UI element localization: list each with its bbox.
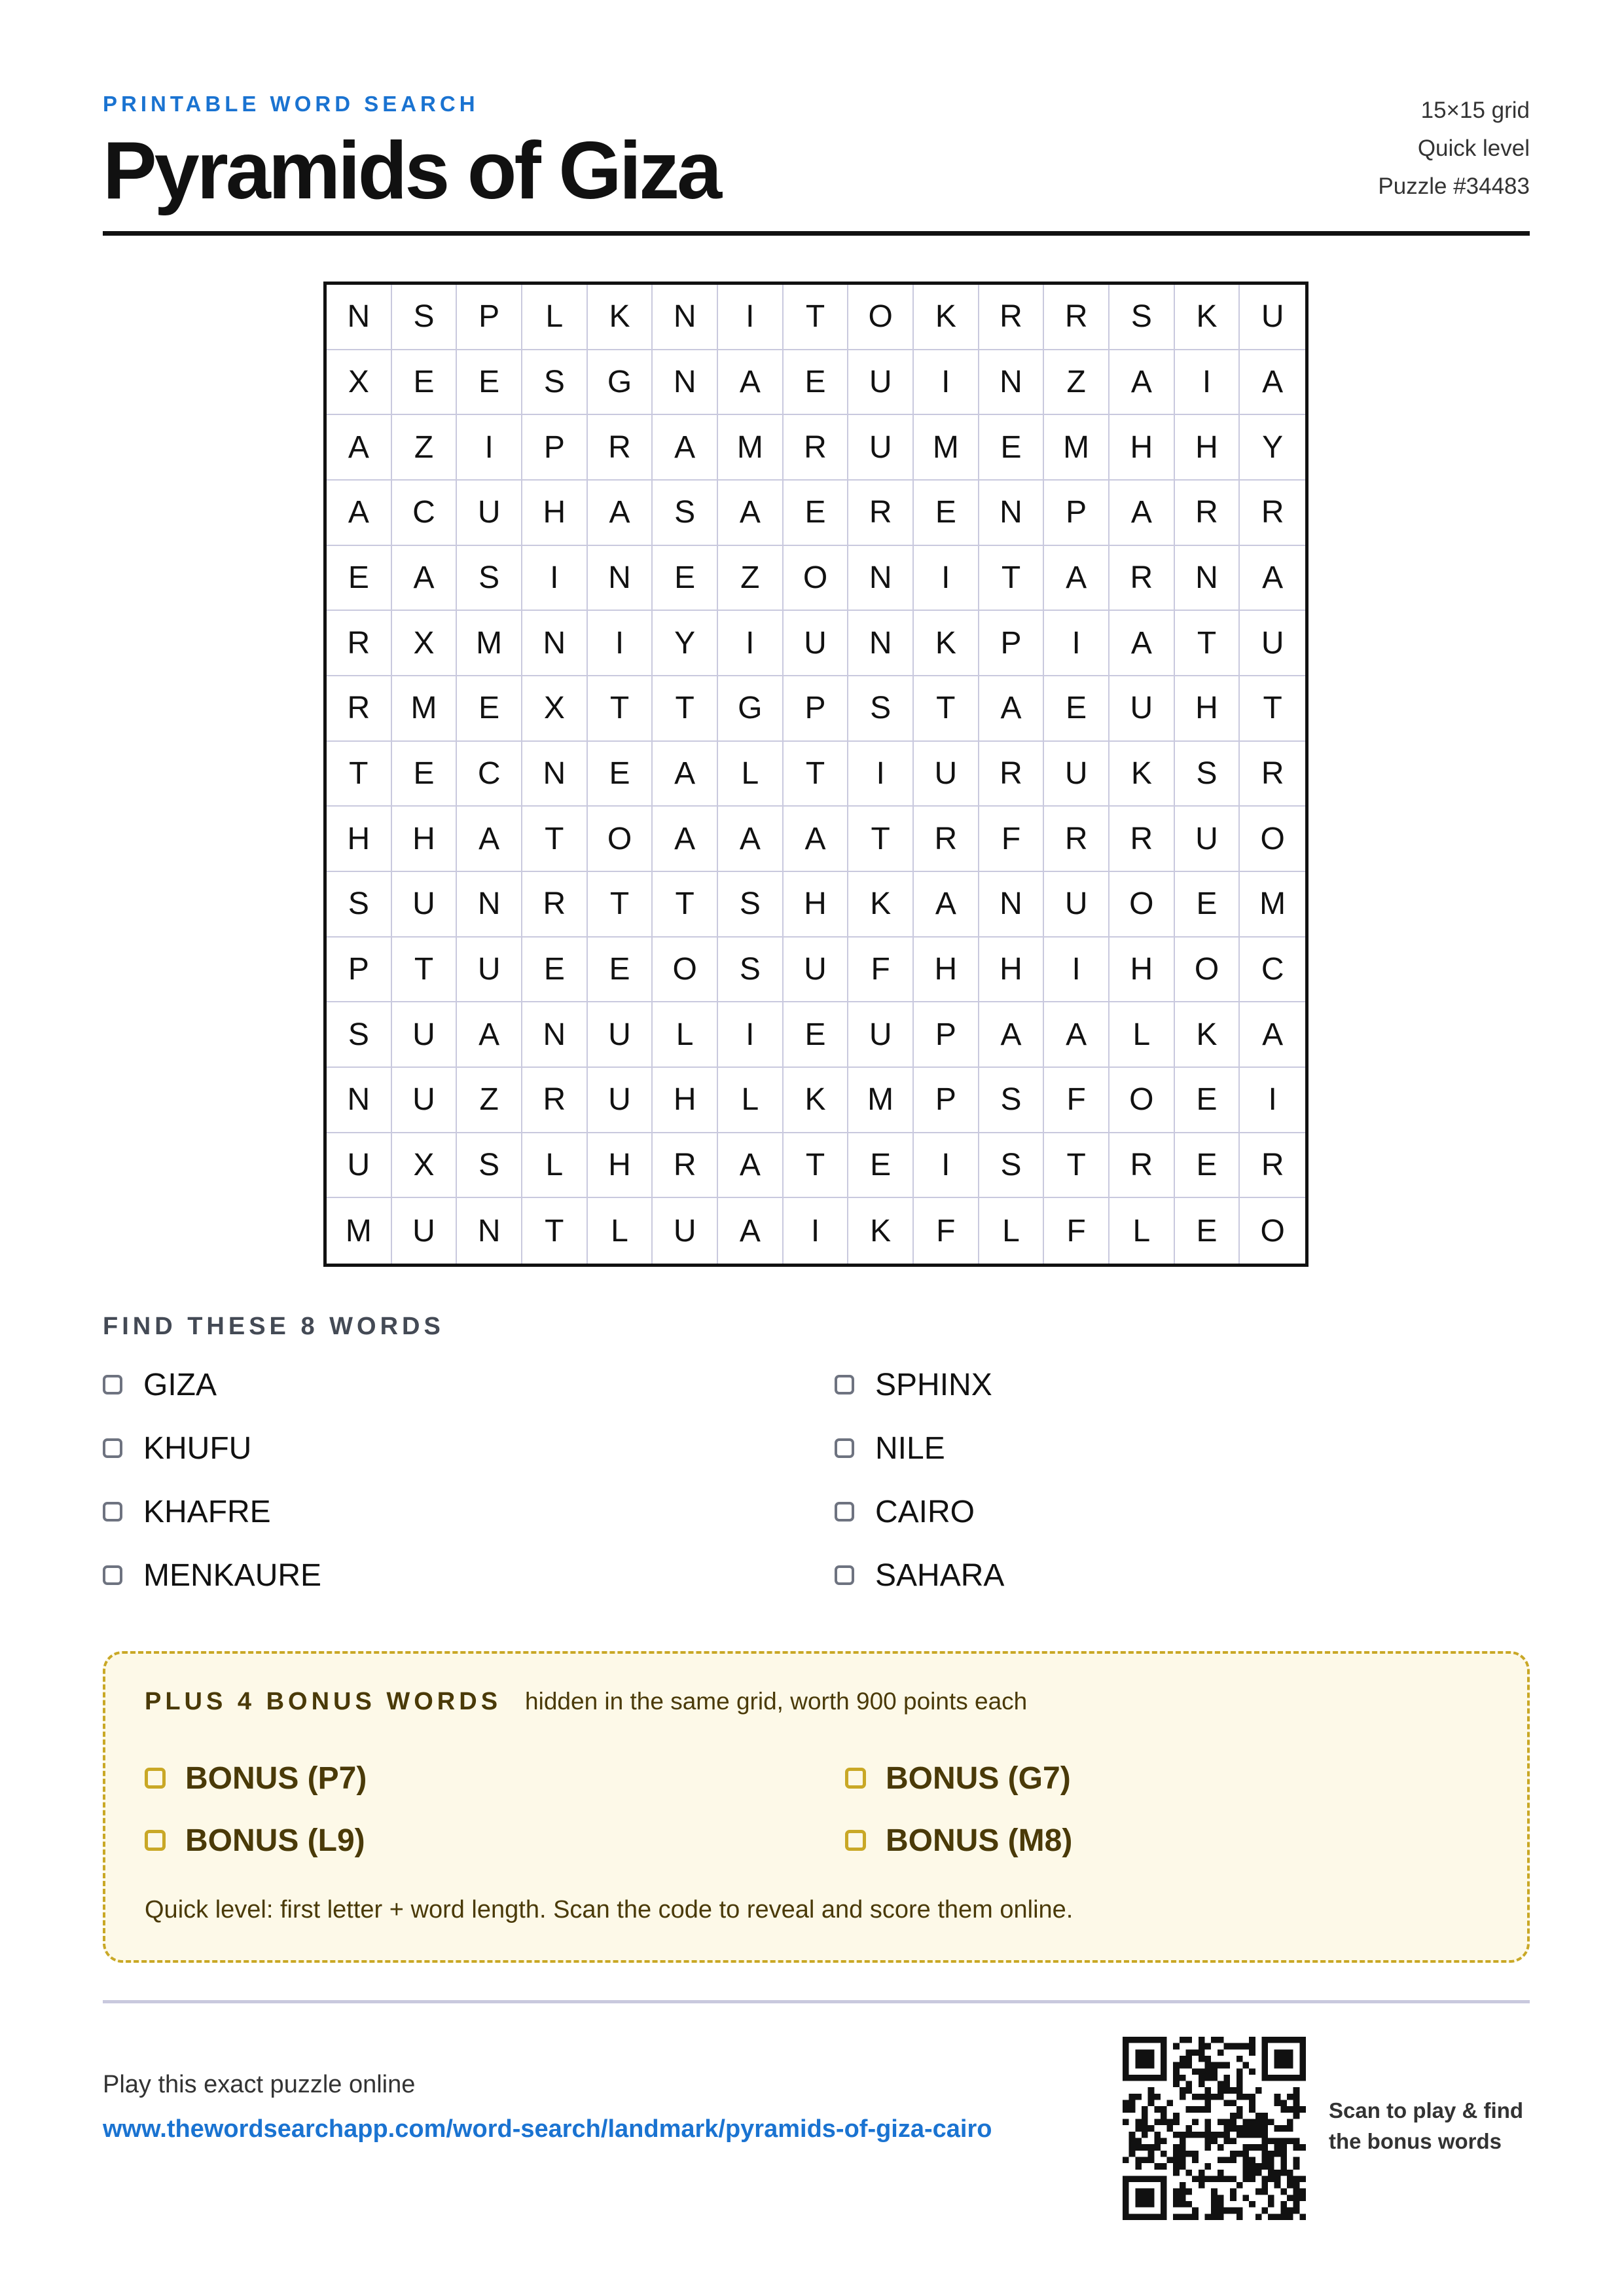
word-item[interactable] (103, 1429, 251, 1468)
grid-cell[interactable]: T (522, 1198, 588, 1264)
grid-cell[interactable]: C (392, 481, 458, 546)
grid-cell[interactable]: T (522, 807, 588, 872)
grid-cell[interactable]: X (392, 1133, 458, 1199)
grid-cell[interactable]: A (718, 1198, 784, 1264)
grid-cell[interactable]: I (718, 285, 784, 350)
grid-cell[interactable]: P (914, 1002, 979, 1068)
grid-cell[interactable]: K (914, 611, 979, 676)
grid-cell[interactable]: R (1110, 546, 1175, 611)
grid-cell[interactable]: N (327, 285, 392, 350)
grid-cell[interactable]: U (784, 611, 849, 676)
grid-cell[interactable]: T (914, 676, 979, 742)
bonus-panel (103, 1651, 1530, 1963)
grid-cell[interactable]: O (1240, 807, 1305, 872)
grid-cell[interactable]: T (392, 938, 458, 1003)
header-divider (103, 231, 1530, 236)
grid-cell[interactable]: E (784, 1002, 849, 1068)
grid-cell[interactable]: R (327, 611, 392, 676)
grid-cell[interactable]: I (718, 611, 784, 676)
grid-cell[interactable]: A (1240, 1002, 1305, 1068)
grid-cell[interactable]: R (588, 415, 653, 481)
grid-cell[interactable]: N (457, 872, 522, 938)
grid-cell[interactable]: A (1044, 546, 1110, 611)
grid-cell[interactable]: S (1175, 742, 1240, 807)
grid-cell[interactable]: S (457, 546, 522, 611)
grid-cell[interactable]: K (848, 872, 914, 938)
bonus-word-item[interactable] (845, 1757, 1071, 1799)
word-label: SAHARA (875, 1558, 1005, 1593)
grid-cell[interactable]: A (653, 807, 718, 872)
puzzle-meta (1378, 92, 1530, 206)
grid-cell[interactable]: I (914, 350, 979, 416)
grid-cell[interactable]: S (392, 285, 458, 350)
grid-cell[interactable]: H (1110, 938, 1175, 1003)
grid-cell[interactable]: S (979, 1133, 1045, 1199)
grid-cell[interactable]: U (848, 415, 914, 481)
grid-cell[interactable]: R (979, 285, 1045, 350)
grid-cell[interactable]: Y (653, 611, 718, 676)
grid-cell[interactable]: M (457, 611, 522, 676)
grid-cell[interactable]: N (653, 285, 718, 350)
grid-cell[interactable]: R (522, 872, 588, 938)
grid-cell[interactable]: A (392, 546, 458, 611)
grid-cell[interactable]: E (457, 350, 522, 416)
word-search-grid (323, 282, 1308, 1267)
grid-cell[interactable]: S (718, 938, 784, 1003)
grid-cell[interactable]: O (1110, 872, 1175, 938)
grid-cell[interactable]: R (1110, 807, 1175, 872)
bonus-checkbox[interactable] (845, 1830, 866, 1851)
grid-cell[interactable]: L (653, 1002, 718, 1068)
grid-cell[interactable]: T (588, 872, 653, 938)
grid-cell[interactable]: N (979, 481, 1045, 546)
grid-cell[interactable]: M (848, 1068, 914, 1133)
grid-cell[interactable]: L (979, 1198, 1045, 1264)
grid-cell[interactable]: T (653, 872, 718, 938)
grid-cell[interactable]: U (1110, 676, 1175, 742)
grid-cell[interactable]: T (784, 285, 849, 350)
grid-cell[interactable]: P (327, 938, 392, 1003)
grid-cell[interactable]: S (848, 676, 914, 742)
word-checkbox[interactable] (835, 1438, 854, 1458)
word-label: MENKAURE (143, 1558, 322, 1593)
grid-cell[interactable]: H (392, 807, 458, 872)
grid-cell[interactable]: A (1240, 350, 1305, 416)
grid-cell[interactable]: I (457, 415, 522, 481)
grid-cell[interactable]: U (914, 742, 979, 807)
page-title: Pyramids of Giza (103, 126, 720, 216)
grid-cell[interactable]: M (914, 415, 979, 481)
grid-cell[interactable]: N (979, 350, 1045, 416)
grid-cell[interactable]: E (1175, 1133, 1240, 1199)
word-label: CAIRO (875, 1494, 975, 1529)
grid-cell[interactable]: E (914, 481, 979, 546)
grid-cell[interactable]: S (327, 872, 392, 938)
bonus-word-item[interactable] (145, 1819, 365, 1861)
grid-cell[interactable]: N (522, 1002, 588, 1068)
grid-cell[interactable]: U (848, 350, 914, 416)
word-item[interactable] (103, 1556, 321, 1595)
grid-cell[interactable]: A (1110, 481, 1175, 546)
bonus-title: PLUS 4 BONUS WORDS (145, 1688, 502, 1715)
grid-cell[interactable]: U (457, 938, 522, 1003)
grid-cell[interactable]: M (1240, 872, 1305, 938)
grid-cell[interactable]: R (1240, 1133, 1305, 1199)
grid-cell[interactable]: Z (457, 1068, 522, 1133)
grid-cell[interactable]: K (914, 285, 979, 350)
grid-cell[interactable]: O (1175, 938, 1240, 1003)
grid-cell[interactable]: N (522, 742, 588, 807)
grid-cell[interactable]: E (327, 546, 392, 611)
grid-cell[interactable]: H (1110, 415, 1175, 481)
grid-cell[interactable]: L (588, 1198, 653, 1264)
grid-cell[interactable]: H (1175, 415, 1240, 481)
grid-cell[interactable]: O (1110, 1068, 1175, 1133)
grid-cell[interactable]: O (588, 807, 653, 872)
grid-cell[interactable]: R (1175, 481, 1240, 546)
grid-cell[interactable]: T (1175, 611, 1240, 676)
grid-cell[interactable]: L (522, 285, 588, 350)
grid-cell[interactable]: F (979, 807, 1045, 872)
grid-cell[interactable]: R (653, 1133, 718, 1199)
grid-size-label: 15×15 grid (1420, 98, 1530, 123)
word-checkbox[interactable] (835, 1375, 854, 1394)
grid-cell[interactable]: S (718, 872, 784, 938)
grid-cell[interactable]: X (392, 611, 458, 676)
grid-cell[interactable]: I (718, 1002, 784, 1068)
bonus-checkbox[interactable] (845, 1768, 866, 1789)
bonus-checkbox[interactable] (145, 1768, 166, 1789)
grid-cell[interactable]: N (848, 611, 914, 676)
grid-cell[interactable]: A (653, 415, 718, 481)
grid-cell[interactable]: N (327, 1068, 392, 1133)
bonus-note: Quick level: first letter + word length. Scan the code to reveal and score them online. (145, 1896, 1074, 1923)
grid-cell[interactable]: A (718, 807, 784, 872)
grid-cell[interactable]: G (588, 350, 653, 416)
grid-cell[interactable]: P (457, 285, 522, 350)
bonus-checkbox[interactable] (145, 1830, 166, 1851)
grid-cell[interactable]: T (1240, 676, 1305, 742)
word-label: KHAFRE (143, 1494, 271, 1529)
grid-cell[interactable]: T (1044, 1133, 1110, 1199)
grid-cell[interactable]: F (1044, 1198, 1110, 1264)
grid-cell[interactable]: N (848, 546, 914, 611)
word-item[interactable] (835, 1556, 1004, 1595)
grid-cell[interactable]: Z (392, 415, 458, 481)
bonus-word-item[interactable] (845, 1819, 1072, 1861)
grid-cell[interactable]: H (653, 1068, 718, 1133)
grid-cell[interactable]: A (1110, 611, 1175, 676)
grid-cell[interactable]: I (1240, 1068, 1305, 1133)
grid-cell[interactable]: U (653, 1198, 718, 1264)
grid-cell[interactable]: C (457, 742, 522, 807)
grid-cell[interactable]: I (1044, 611, 1110, 676)
grid-cell[interactable]: L (718, 1068, 784, 1133)
grid-cell[interactable]: E (848, 1133, 914, 1199)
grid-cell[interactable]: E (1175, 1198, 1240, 1264)
grid-cell[interactable]: T (327, 742, 392, 807)
level-label: Quick level (1417, 136, 1530, 161)
grid-cell[interactable]: K (1175, 285, 1240, 350)
grid-cell[interactable]: U (392, 1198, 458, 1264)
grid-cell[interactable]: U (848, 1002, 914, 1068)
grid-cell[interactable]: Z (1044, 350, 1110, 416)
bonus-word-label: BONUS (P7) (185, 1760, 367, 1796)
word-checkbox[interactable] (103, 1565, 122, 1585)
grid-cell[interactable]: E (522, 938, 588, 1003)
word-label: KHUFU (143, 1430, 252, 1466)
grid-cell[interactable]: O (1260, 1213, 1285, 1248)
grid-cell[interactable]: U (327, 1133, 392, 1199)
grid-cell[interactable]: R (979, 742, 1045, 807)
grid-cell[interactable]: H (327, 807, 392, 872)
grid-cell[interactable]: P (979, 611, 1045, 676)
grid-cell[interactable]: N (588, 546, 653, 611)
grid-cell[interactable]: H (914, 938, 979, 1003)
grid-cell[interactable]: G (718, 676, 784, 742)
grid-cell[interactable]: U (392, 1068, 458, 1133)
bonus-subtitle: hidden in the same grid, worth 900 points each (525, 1688, 1028, 1715)
grid-cell[interactable]: U (457, 481, 522, 546)
play-online-label: Play this exact puzzle online (103, 2071, 416, 2098)
grid-cell[interactable]: A (1110, 350, 1175, 416)
grid-cell[interactable]: A (914, 872, 979, 938)
grid-cell[interactable]: A (588, 481, 653, 546)
grid-cell[interactable]: R (1110, 1133, 1175, 1199)
grid-cell[interactable]: X (522, 676, 588, 742)
eyebrow-label: PRINTABLE WORD SEARCH (103, 92, 479, 116)
find-words-heading: FIND THESE 8 WORDS (103, 1313, 444, 1340)
grid-cell[interactable]: X (327, 350, 392, 416)
grid-cell[interactable]: M (392, 676, 458, 742)
grid-cell[interactable]: A (979, 676, 1045, 742)
grid-cell[interactable]: A (979, 1002, 1045, 1068)
grid-cell[interactable]: T (588, 676, 653, 742)
bonus-word-item[interactable] (145, 1757, 367, 1799)
grid-cell[interactable]: A (457, 1002, 522, 1068)
grid-cell[interactable]: A (327, 481, 392, 546)
grid-cell[interactable]: S (1110, 285, 1175, 350)
footer-divider (103, 2000, 1530, 2003)
grid-cell[interactable]: F (848, 938, 914, 1003)
grid-cell[interactable]: T (653, 676, 718, 742)
grid-cell[interactable]: O (653, 938, 718, 1003)
puzzle-number-label: Puzzle #34483 (1378, 173, 1530, 199)
grid-cell[interactable]: H (522, 481, 588, 546)
grid-cell[interactable]: N (522, 611, 588, 676)
grid-cell[interactable]: U (1240, 285, 1305, 350)
page-header (103, 92, 1530, 236)
word-item[interactable] (835, 1492, 975, 1531)
grid-cell[interactable]: S (327, 1002, 392, 1068)
grid-cell[interactable]: A (1044, 1002, 1110, 1068)
grid-cell[interactable]: A (457, 807, 522, 872)
grid-cell[interactable]: T (784, 1133, 849, 1199)
grid-cell[interactable]: S (522, 350, 588, 416)
grid-cell[interactable]: R (1240, 742, 1305, 807)
grid-cell[interactable]: M (327, 1198, 392, 1264)
word-checkbox[interactable] (835, 1502, 854, 1522)
grid-cell[interactable]: F (1044, 1068, 1110, 1133)
grid-cell[interactable]: I (914, 1133, 979, 1199)
grid-cell[interactable]: Z (718, 546, 784, 611)
word-item[interactable] (835, 1365, 992, 1404)
grid-cell[interactable]: U (588, 1002, 653, 1068)
grid-cell[interactable]: E (1044, 676, 1110, 742)
word-label: SPHINX (875, 1367, 992, 1402)
grid-cell[interactable]: R (914, 807, 979, 872)
grid-cell[interactable]: K (1175, 1002, 1240, 1068)
grid-cell[interactable]: I (848, 742, 914, 807)
grid-cell[interactable]: T (784, 742, 849, 807)
grid-cell[interactable]: P (784, 676, 849, 742)
word-item[interactable] (103, 1365, 217, 1404)
word-label: NILE (875, 1430, 945, 1466)
grid-cell[interactable]: H (588, 1133, 653, 1199)
grid-cell[interactable]: S (653, 481, 718, 546)
grid-cell[interactable]: F (914, 1198, 979, 1264)
grid-cell[interactable]: U (784, 938, 849, 1003)
grid-cell[interactable]: E (653, 546, 718, 611)
grid-cell[interactable]: A (718, 350, 784, 416)
grid-cell[interactable]: M (1044, 415, 1110, 481)
grid-cell[interactable]: U (1240, 611, 1305, 676)
grid-cell[interactable]: R (327, 676, 392, 742)
grid-cell[interactable]: U (1175, 807, 1240, 872)
grid-cell[interactable]: E (784, 350, 849, 416)
word-item[interactable] (835, 1429, 945, 1468)
grid-cell[interactable]: U (392, 1002, 458, 1068)
grid-cell[interactable]: N (457, 1198, 522, 1264)
word-label: GIZA (143, 1367, 217, 1402)
grid-cell[interactable]: I (588, 611, 653, 676)
puzzle-url-link[interactable]: www.thewordsearchapp.com/word-search/landmark/pyramids-of-giza-cairo (103, 2115, 992, 2143)
grid-cell[interactable]: R (1240, 481, 1305, 546)
grid-cell[interactable]: T (979, 546, 1045, 611)
grid-cell[interactable]: Y (1240, 415, 1305, 481)
grid-cell[interactable]: K (784, 1068, 849, 1133)
grid-cell[interactable]: P (1044, 481, 1110, 546)
grid-cell[interactable]: N (1175, 546, 1240, 611)
grid-cell[interactable]: L (718, 742, 784, 807)
grid-cell[interactable]: E (1175, 872, 1240, 938)
grid-cell[interactable]: A (718, 1133, 784, 1199)
grid-cell[interactable]: N (979, 872, 1045, 938)
grid-cell[interactable]: A (1240, 546, 1305, 611)
grid-cell[interactable]: N (653, 350, 718, 416)
grid-cell[interactable]: T (848, 807, 914, 872)
grid-cell[interactable]: E (588, 742, 653, 807)
grid-cell[interactable]: E (457, 676, 522, 742)
grid-cell[interactable]: A (653, 742, 718, 807)
grid-cell[interactable]: U (1044, 872, 1110, 938)
grid-cell[interactable]: C (1240, 938, 1305, 1003)
scan-instructions: Scan to play & find the bonus words (1329, 2098, 1524, 2153)
grid-cell[interactable]: I (1044, 938, 1110, 1003)
grid-cell[interactable]: R (1044, 807, 1110, 872)
word-checkbox[interactable] (103, 1502, 122, 1522)
grid-cell[interactable]: R (1044, 285, 1110, 350)
grid-cell[interactable]: I (914, 546, 979, 611)
grid-cell[interactable]: O (848, 285, 914, 350)
grid-cell[interactable]: E (784, 481, 849, 546)
bonus-word-label: BONUS (M8) (886, 1823, 1073, 1858)
grid-cell[interactable]: P (914, 1068, 979, 1133)
grid-cell[interactable]: A (718, 481, 784, 546)
grid-cell[interactable]: E (392, 350, 458, 416)
grid-cell[interactable]: K (1110, 742, 1175, 807)
grid-cell[interactable]: L (1110, 1198, 1175, 1264)
bonus-word-label: BONUS (G7) (886, 1760, 1071, 1796)
grid-cell[interactable]: P (522, 415, 588, 481)
grid-cell[interactable]: U (588, 1068, 653, 1133)
grid-cell[interactable]: U (392, 872, 458, 938)
grid-cell[interactable]: H (979, 938, 1045, 1003)
grid-cell[interactable]: K (848, 1198, 914, 1264)
bonus-header (145, 1688, 1027, 1716)
grid-cell[interactable]: E (588, 938, 653, 1003)
grid-cell[interactable]: I (1175, 350, 1240, 416)
grid-cell[interactable]: I (784, 1198, 849, 1264)
grid-cell[interactable]: E (1175, 1068, 1240, 1133)
word-checkbox[interactable] (835, 1565, 854, 1585)
grid-cell[interactable]: I (522, 546, 588, 611)
grid-cell[interactable]: L (1110, 1002, 1175, 1068)
word-checkbox[interactable] (103, 1438, 122, 1458)
grid-cell[interactable]: E (979, 415, 1045, 481)
grid-cell[interactable]: A (784, 807, 849, 872)
grid-cell[interactable]: A (327, 415, 392, 481)
grid-cell[interactable]: S (979, 1068, 1045, 1133)
grid-cell[interactable]: K (588, 285, 653, 350)
word-checkbox[interactable] (103, 1375, 122, 1394)
grid-cell[interactable]: S (457, 1133, 522, 1199)
word-item[interactable] (103, 1492, 271, 1531)
grid-cell[interactable]: O (784, 546, 849, 611)
grid-cell[interactable]: E (392, 742, 458, 807)
grid-cell[interactable]: H (784, 872, 849, 938)
qr-code[interactable] (1123, 2037, 1306, 2220)
grid-cell[interactable]: M (718, 415, 784, 481)
grid-cell[interactable]: R (784, 415, 849, 481)
bonus-word-label: BONUS (L9) (185, 1823, 365, 1858)
grid-cell[interactable]: L (522, 1133, 588, 1199)
grid-cell[interactable]: R (522, 1068, 588, 1133)
grid-cell[interactable]: U (1044, 742, 1110, 807)
grid-cell[interactable]: R (848, 481, 914, 546)
grid-cell[interactable]: H (1175, 676, 1240, 742)
